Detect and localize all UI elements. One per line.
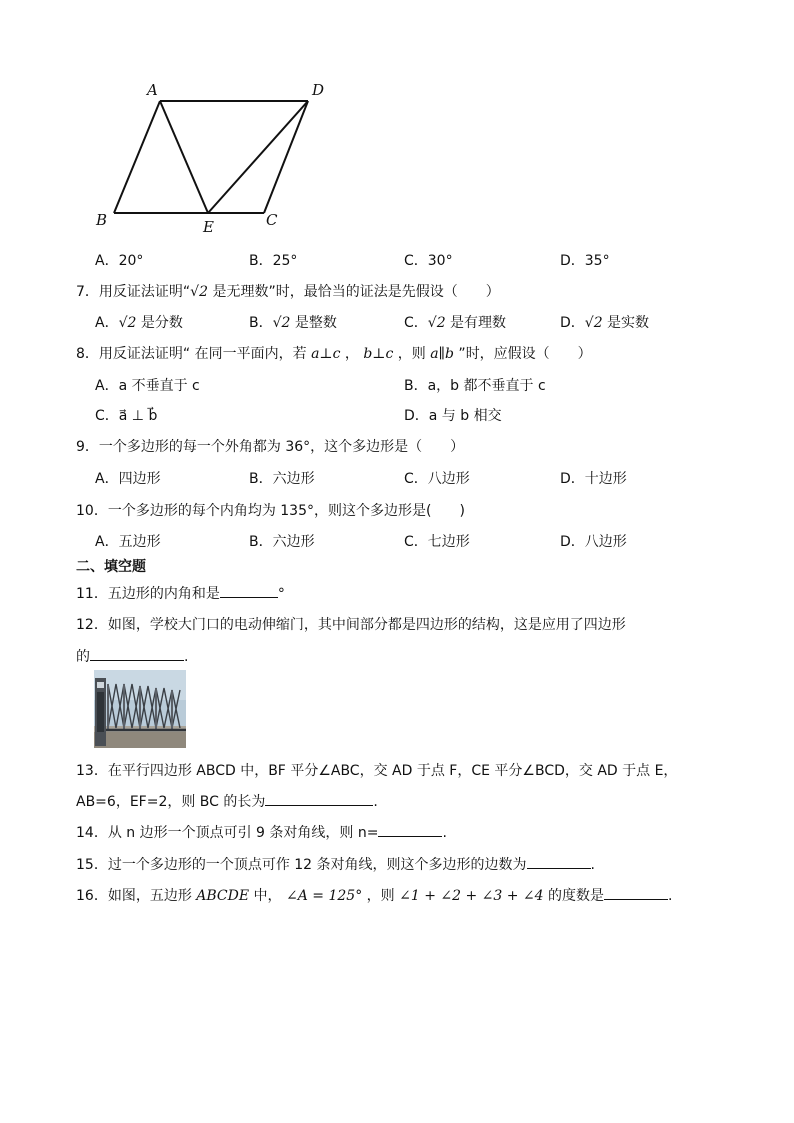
q6-option-c[interactable]: C．30° xyxy=(404,253,453,269)
sqrt-expression: √2 xyxy=(190,284,208,300)
vertex-label-e: E xyxy=(203,218,214,236)
q10-stem: 10．一个多边形的每个内角均为 135°，则这个多边形是( ) xyxy=(76,503,465,519)
section-title-fill-blank: 二、填空题 xyxy=(76,559,146,575)
q7-stem: 7．用反证法证明“√2 是无理数”时，最恰当的证法是先假设（ ） xyxy=(76,284,500,300)
q12-answer-blank[interactable] xyxy=(90,646,184,661)
q13-line1: 13．在平行四边形 ABCD 中，BF 平分∠ABC，交 AD 于点 F，CE 平分∠BCD，交 AD 于点 E， xyxy=(76,763,678,779)
edge-cd xyxy=(264,101,308,213)
vertex-label-d: D xyxy=(312,81,325,99)
q6-option-d[interactable]: D．35° xyxy=(560,253,610,269)
q8-stem: 8．用反证法证明“ 在同一平面内，若 a⊥c ， b⊥c ，则 a∥b ”时，应假设（ ） xyxy=(76,346,592,362)
q7-option-a[interactable]: A．√2 是分数 xyxy=(95,315,183,331)
vertex-label-c: C xyxy=(266,211,278,229)
q10-option-d[interactable]: D．八边形 xyxy=(560,534,627,550)
q8-option-c[interactable]: C．a⃗ ⊥ b⃗ xyxy=(95,408,158,424)
q9-option-d[interactable]: D．十边形 xyxy=(560,471,627,487)
q10-option-a[interactable]: A．五边形 xyxy=(95,534,161,550)
q16-answer-blank[interactable] xyxy=(604,885,668,900)
q6-option-b[interactable]: B．25° xyxy=(249,253,298,269)
q7-option-c[interactable]: C．√2 是有理数 xyxy=(404,315,507,331)
q10-option-c[interactable]: C．七边形 xyxy=(404,534,470,550)
q15: 15．过一个多边形的一个顶点可作 12 条对角线，则这个多边形的边数为 . xyxy=(76,854,595,874)
q13-answer-blank[interactable] xyxy=(265,791,373,806)
q9-option-c[interactable]: C．八边形 xyxy=(404,471,470,487)
q13-line2: AB=6，EF=2，则 BC 的长为 . xyxy=(76,791,378,811)
q11: 11．五边形的内角和是 ° xyxy=(76,583,285,603)
q8-option-a[interactable]: A．a 不垂直于 c xyxy=(95,378,200,394)
q15-answer-blank[interactable] xyxy=(527,854,591,869)
q12-line2: 的 . xyxy=(76,646,188,666)
edge-ab xyxy=(114,101,160,213)
q6-option-a[interactable]: A．20° xyxy=(95,253,144,269)
q11-answer-blank[interactable] xyxy=(220,583,278,598)
q9-stem: 9．一个多边形的每一个外角都为 36°，这个多边形是（ ） xyxy=(76,439,465,455)
q9-option-a[interactable]: A．四边形 xyxy=(95,471,161,487)
parallelogram-figure xyxy=(80,75,340,240)
vertex-label-b: B xyxy=(96,211,108,229)
q7-option-d[interactable]: D．√2 是实数 xyxy=(560,315,650,331)
q7-option-b[interactable]: B．√2 是整数 xyxy=(249,315,337,331)
q12-line1: 12．如图，学校大门口的电动伸缩门，其中间部分都是四边形的结构，这是应用了四边形 xyxy=(76,617,626,633)
q9-option-b[interactable]: B．六边形 xyxy=(249,471,315,487)
segment-ae xyxy=(160,101,208,213)
q14: 14．从 n 边形一个顶点可引 9 条对角线，则 n= . xyxy=(76,822,447,842)
q10-option-b[interactable]: B．六边形 xyxy=(249,534,315,550)
q16: 16．如图，五边形 ABCDE 中， ∠A = 125° ，则 ∠1 + ∠2 + ∠3 + ∠4 的度数是 . xyxy=(76,885,672,905)
q14-answer-blank[interactable] xyxy=(378,822,442,837)
segment-ed xyxy=(208,101,308,213)
q8-option-b[interactable]: B．a，b 都不垂直于 c xyxy=(404,378,546,394)
vertex-label-a: A xyxy=(147,81,158,99)
q8-option-d[interactable]: D．a 与 b 相交 xyxy=(404,408,502,424)
telescopic-gate-photo xyxy=(94,670,186,748)
